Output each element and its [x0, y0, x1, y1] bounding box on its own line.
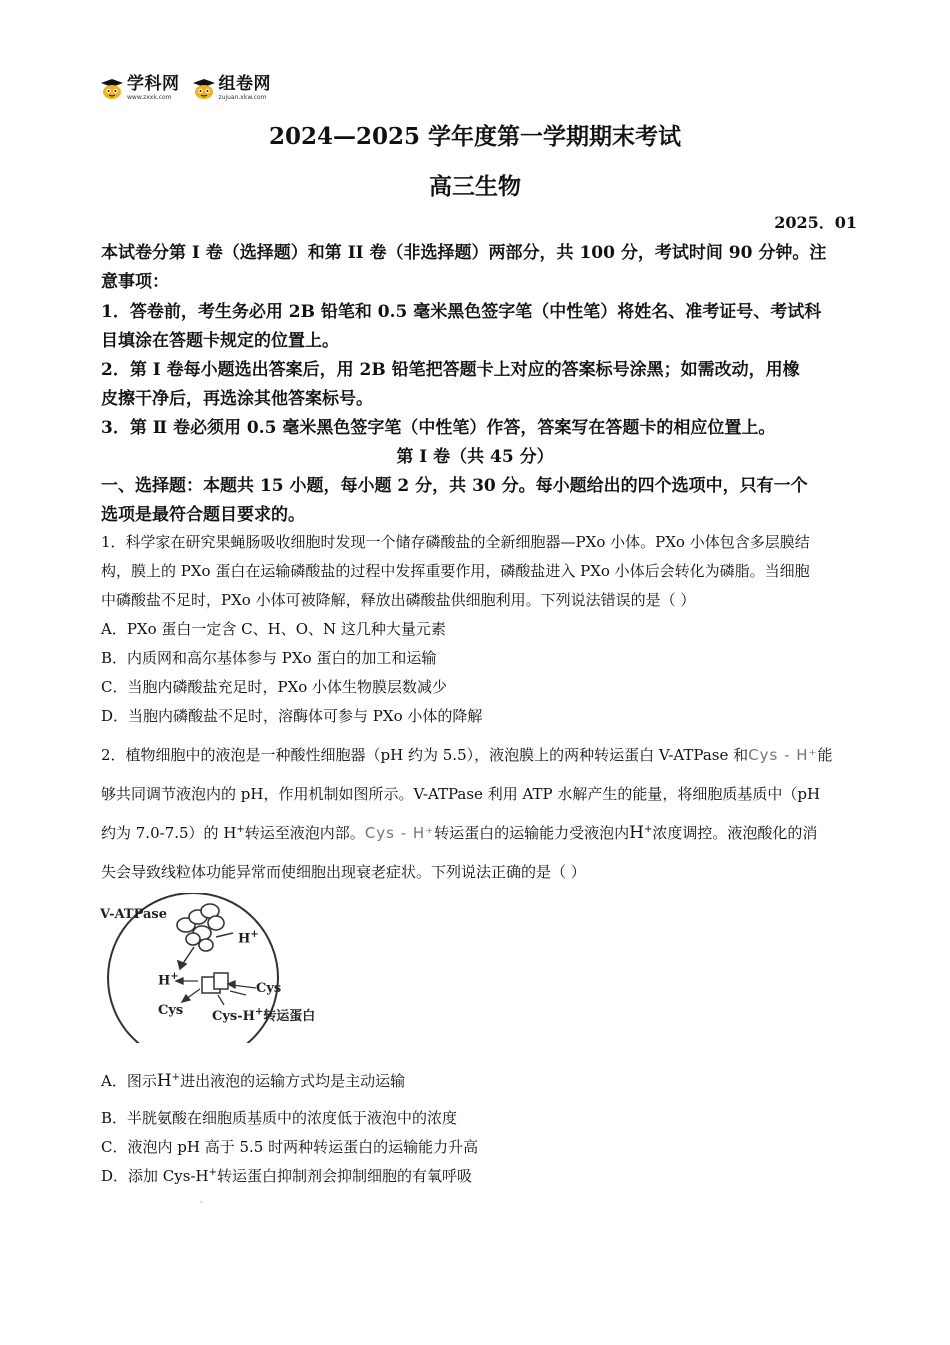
instruction-item-2: 2．第 I 卷每小题选出答案后，用 2B 铅笔把答题卡上对应的答案标号涂黑；如需改动，用橡	[101, 360, 800, 380]
part1-heading: 第 I 卷（共 45 分）	[396, 447, 554, 467]
cys-inside-label: Cys	[158, 1003, 184, 1018]
cys-h-label: Cys - H⁺	[748, 746, 818, 764]
superscript-plus: +	[236, 824, 245, 835]
q2-text: 浓度调控。液泡酸化的消	[652, 824, 818, 842]
section-heading: 一、选择题：本题共 15 小题，每小题 2 分，共 30 分。每小题给出的四个选项中，只有一个	[101, 476, 808, 496]
q1-stem: 1．科学家在研究果蝇肠吸收细胞时发现一个储存磷酸盐的全新细胞器—PXo 小体。PXo 小体包含多层膜结	[101, 533, 810, 551]
logo-url: zujuan.xkw.com	[218, 94, 267, 101]
v-atpase-label: V-ATPase	[100, 907, 168, 922]
q2-option-c: C．液泡内 pH 高于 5.5 时两种转运蛋白的运输能力升高	[101, 1138, 479, 1156]
q2-option-d	[101, 1165, 472, 1186]
instruction-item-3: 3．第 Ⅱ 卷必须用 0.5 毫米黑色签字笔（中性笔）作答，答案写在答题卡的相应位置上。	[101, 418, 776, 438]
option-text: A．图示	[101, 1072, 157, 1090]
q1-stem: 构，膜上的 PXo 蛋白在运输磷酸盐的过程中发挥重要作用，磷酸盐进入 PXo 小体后会转化为磷脂。当细胞	[101, 562, 810, 580]
logo-row	[100, 76, 271, 101]
instructions-line: 本试卷分第 I 卷（选择题）和第 II 卷（非选择题）两部分，共 100 分，考试时间 90 分钟。注	[101, 243, 827, 263]
q2-text: 能	[817, 746, 833, 764]
q1-option-d: D．当胞内磷酸盐不足时，溶酶体可参与 PXo 小体的降解	[101, 707, 483, 725]
option-text: 进出液泡的运输方式均是主动运输	[180, 1072, 406, 1090]
q2-text: 2．植物细胞中的液泡是一种酸性细胞器（pH 约为 5.5），液泡膜上的两种转运蛋白 V-ATPase 和	[101, 746, 749, 764]
zxxk-logo	[100, 76, 180, 101]
q2-stem: 够共同调节液泡内的 pH，作用机制如图所示。V-ATPase 利用 ATP 水解产生的能量，将细胞质基质中（pH	[101, 785, 821, 803]
logo-name: 学科网	[127, 74, 180, 94]
student-mascot-icon	[100, 78, 124, 100]
superscript-plus: +	[208, 1167, 217, 1178]
q2-text: H	[629, 823, 644, 843]
option-text: D．添加 Cys-H	[101, 1167, 209, 1185]
superscript-plus: +	[170, 971, 179, 982]
exam-date: 2025．01	[774, 213, 857, 232]
logo-name: 组卷网	[218, 74, 271, 94]
vacuole-diagram	[98, 893, 338, 1043]
h-label: H	[238, 931, 251, 947]
exam-subject: 高三生物	[429, 173, 521, 200]
cys-outside-label: Cys	[256, 981, 282, 996]
transporter-text: 转运蛋白	[263, 1009, 316, 1024]
q2-stem	[101, 744, 861, 765]
instruction-item-1: 1．答卷前，考生务必用 2B 铅笔和 0.5 毫米黑色签字笔（中性笔）将姓名、准考证号、考试科	[101, 302, 822, 322]
logo-url: www.zxxk.com	[127, 94, 172, 101]
cys-h-text: Cys-H	[212, 1009, 255, 1024]
q2-text: 转运蛋白的运输能力受液泡内	[434, 824, 630, 842]
q2-stem	[101, 822, 861, 843]
superscript-plus: +	[250, 929, 259, 940]
student-mascot-icon	[192, 78, 216, 100]
instructions-line: 意事项：	[101, 272, 169, 292]
q1-option-a: A．PXo 蛋白一定含 C、H、O、N 这几种大量元素	[101, 620, 446, 638]
h-outside-label	[238, 929, 259, 946]
cys-h-transporter-label	[212, 1005, 315, 1024]
q2-option-b: B．半胱氨酸在细胞质基质中的浓度低于液泡中的浓度	[101, 1109, 458, 1127]
footer-dot: ·	[200, 1198, 203, 1207]
h-inside-label	[158, 971, 179, 988]
cys-h-label: Cys - H⁺	[364, 824, 435, 842]
q2-option-a	[101, 1070, 405, 1091]
exam-title: 2024—2025 学年度第一学期期末考试	[268, 123, 682, 150]
option-text: H	[156, 1071, 172, 1091]
zujuan-logo	[192, 76, 272, 101]
instruction-item-2-cont: 皮擦干净后，再选涂其他答案标号。	[101, 389, 373, 409]
q2-text: 约为 7.0-7.5）的 H	[101, 824, 237, 842]
q2-text: 转运至液泡内部。	[244, 824, 365, 842]
superscript-plus: +	[643, 824, 653, 835]
cys-h-transporter-icon	[202, 973, 228, 993]
section-heading-cont: 选项是最符合题目要求的。	[101, 505, 305, 525]
h-label: H	[158, 973, 171, 989]
superscript-plus: +	[171, 1072, 181, 1083]
q1-option-b: B．内质网和高尔基体参与 PXo 蛋白的加工和运输	[101, 649, 437, 667]
q2-stem: 失会导致线粒体功能异常而使细胞出现衰老症状。下列说法正确的是（ ）	[101, 863, 586, 881]
superscript-plus: +	[254, 1006, 264, 1018]
q1-stem: 中磷酸盐不足时，PXo 小体可被降解，释放出磷酸盐供细胞利用。下列说法错误的是（ ）	[101, 591, 696, 609]
instruction-item-1-cont: 目填涂在答题卡规定的位置上。	[101, 331, 339, 351]
v-atpase-icon	[177, 904, 224, 951]
option-text: 转运蛋白抑制剂会抑制细胞的有氧呼吸	[216, 1167, 472, 1185]
q1-option-c: C．当胞内磷酸盐充足时，PXo 小体生物膜层数减少	[101, 678, 448, 696]
